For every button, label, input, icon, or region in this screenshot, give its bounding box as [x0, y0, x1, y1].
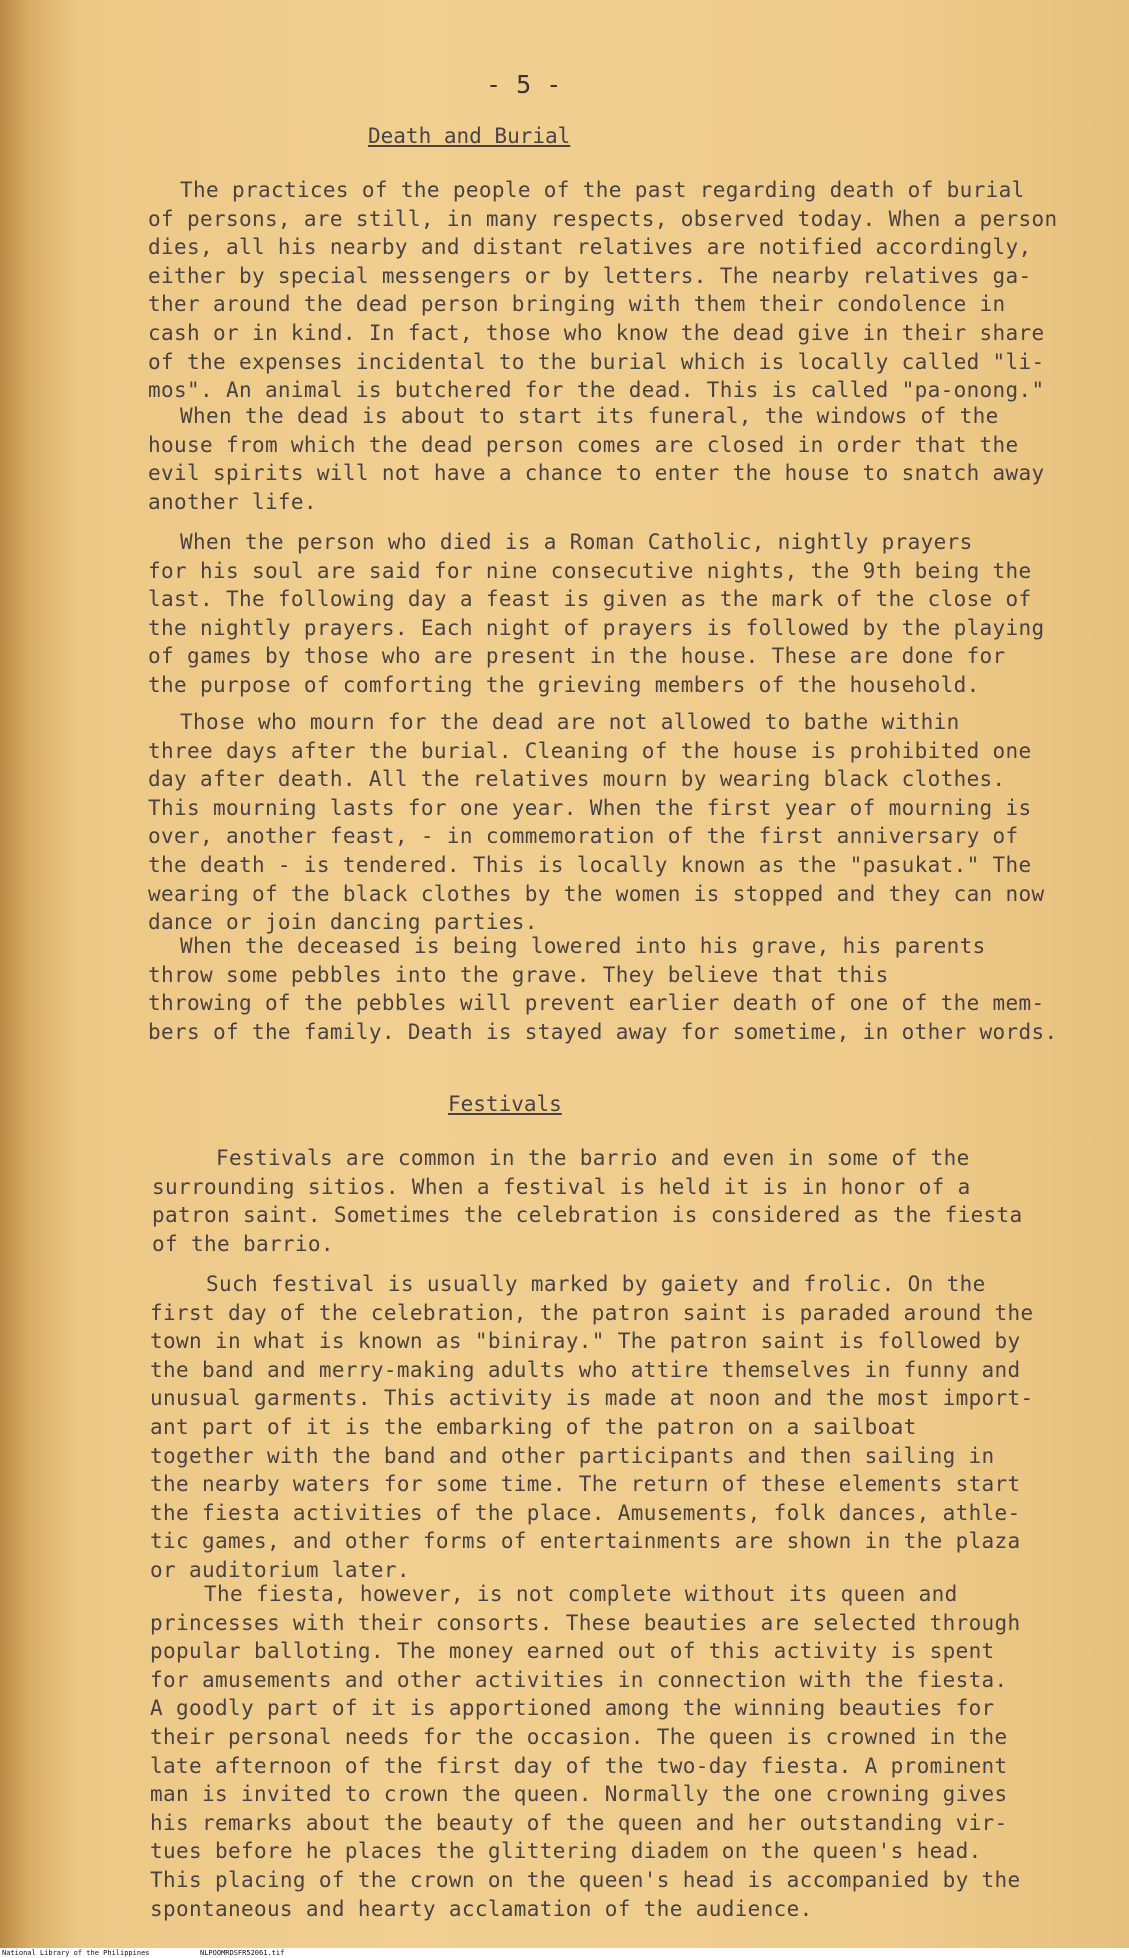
- text-line: bers of the family. Death is stayed away for sometime, in other words.: [148, 1019, 1058, 1044]
- text-line: the nightly prayers. Each night of prayers is followed by the playing: [148, 615, 1045, 640]
- text-line: for his soul are said for nine consecutive nights, the 9th being the: [148, 558, 1032, 583]
- paragraph-death-3: [148, 528, 1045, 700]
- text-line: of persons, are still, in many respects, observed today. When a person: [148, 206, 1058, 231]
- text-line: throwing of the pebbles will prevent earlier death of one of the mem-: [148, 991, 1045, 1016]
- text-line: the fiesta activities of the place. Amusements, folk dances, athle-: [150, 1500, 1021, 1525]
- section-heading-death-burial: Death and Burial: [368, 124, 571, 148]
- text-line: dies, all his nearby and distant relatives are notified accordingly,: [148, 235, 1032, 260]
- text-line: tic games, and other forms of entertainments are shown in the plaza: [150, 1529, 1021, 1554]
- text-line: of the barrio.: [152, 1231, 334, 1256]
- text-line: of the expenses incidental to the burial which is locally called "li-: [148, 349, 1045, 374]
- text-line: together with the band and other participants and then sailing in: [150, 1443, 995, 1468]
- footer-library-name: National Library of the Philippines: [2, 1949, 150, 1957]
- text-line: Such festival is usually marked by gaiety and frolic. On the: [206, 1272, 986, 1296]
- paragraph-death-4: [148, 708, 1045, 937]
- paragraph-death-1: [148, 176, 1058, 405]
- text-line: throw some pebbles into the grave. They believe that this: [148, 962, 889, 987]
- scan-footer: [0, 1948, 1129, 1958]
- text-line: town in what is known as "biniray." The patron saint is followed by: [150, 1329, 1021, 1354]
- paragraph-festivals-3: [150, 1580, 1030, 1923]
- text-line: evil spirits will not have a chance to enter the house to snatch away: [148, 461, 1045, 486]
- text-line: This mourning lasts for one year. When the first year of mourning is: [148, 795, 1032, 820]
- text-line: This placing of the crown on the queen's head is accompanied by the: [150, 1867, 1021, 1892]
- text-line: ant part of it is the embarking of the patron on a sailboat: [150, 1414, 917, 1439]
- text-line: man is invited to crown the queen. Normally the one crowning gives: [150, 1782, 1008, 1807]
- page-number: - 5 -: [486, 70, 562, 99]
- text-line: their personal needs for the occasion. The queen is crowned in the: [150, 1724, 1008, 1749]
- text-line: When the person who died is a Roman Catholic, nightly prayers: [180, 530, 973, 554]
- text-line: patron saint. Sometimes the celebration is considered as the fiesta: [152, 1203, 1023, 1228]
- text-line: day after death. All the relatives mourn by wearing black clothes.: [148, 767, 1006, 792]
- text-line: over, another feast, - in commemoration of the first anniversary of: [148, 824, 1019, 849]
- paragraph-festivals-1: [152, 1144, 1032, 1258]
- text-line: princesses with their consorts. These beauties are selected through: [150, 1610, 1021, 1635]
- text-line: Those who mourn for the dead are not allowed to bathe within: [180, 710, 960, 734]
- text-line: wearing of the black clothes by the women is stopped and they can now: [148, 881, 1045, 906]
- text-line: cash or in kind. In fact, those who know the dead give in their share: [148, 320, 1045, 345]
- text-line: late afternoon of the first day of the two-day fiesta. A prominent: [150, 1753, 1008, 1778]
- text-line: the death - is tendered. This is locally known as the "pasukat." The: [148, 852, 1032, 877]
- text-line: house from which the dead person comes are closed in order that the: [148, 432, 1019, 457]
- text-line: surrounding sitios. When a festival is held it is in honor of a: [152, 1174, 971, 1199]
- text-line: ther around the dead person bringing with them their condolence in: [148, 292, 1006, 317]
- text-line: his remarks about the beauty of the queen and her outstanding vir-: [150, 1810, 1008, 1835]
- text-line: either by special messengers or by letters. The nearby relatives ga-: [148, 263, 1032, 288]
- text-line: The practices of the people of the past regarding death of burial: [180, 178, 1025, 202]
- text-line: When the dead is about to start its funeral, the windows of the: [180, 404, 999, 428]
- text-line: popular balloting. The money earned out of this activity is spent: [150, 1639, 995, 1664]
- section-heading-festivals: Festivals: [448, 1092, 562, 1116]
- text-line: A goodly part of it is apportioned among the winning beauties for: [150, 1696, 995, 1721]
- text-line: first day of the celebration, the patron saint is paraded around the: [150, 1300, 1034, 1325]
- text-line: for amusements and other activities in connection with the fiesta.: [150, 1667, 1008, 1692]
- text-line: of games by those who are present in the house. These are done for: [148, 644, 1006, 669]
- text-line: three days after the burial. Cleaning of the house is prohibited one: [148, 738, 1032, 763]
- text-line: last. The following day a feast is given as the mark of the close of: [148, 587, 1032, 612]
- paragraph-death-2: [148, 402, 1045, 516]
- text-line: dance or join dancing parties.: [148, 910, 538, 935]
- text-line: Festivals are common in the barrio and even in some of the: [216, 1146, 970, 1170]
- text-line: unusual garments. This activity is made at noon and the most import-: [150, 1386, 1034, 1411]
- footer-file-name: NLPOOMRDSFR52061.tif: [200, 1949, 285, 1957]
- text-line: or auditorium later.: [150, 1557, 410, 1582]
- text-line: spontaneous and hearty acclamation of the audience.: [150, 1896, 813, 1921]
- text-line: The fiesta, however, is not complete without its queen and: [204, 1582, 958, 1606]
- text-line: the purpose of comforting the grieving members of the household.: [148, 672, 980, 697]
- paragraph-festivals-2: [150, 1270, 1034, 1585]
- text-line: When the deceased is being lowered into his grave, his parents: [180, 934, 986, 958]
- text-line: the nearby waters for some time. The return of these elements start: [150, 1472, 1021, 1497]
- text-line: tues before he places the glittering diadem on the queen's head.: [150, 1839, 982, 1864]
- paragraph-death-5: [148, 932, 1058, 1046]
- text-line: another life.: [148, 489, 317, 514]
- text-line: the band and merry-making adults who attire themselves in funny and: [150, 1357, 1021, 1382]
- text-line: mos". An animal is butchered for the dead. This is called "pa-onong.": [148, 378, 1045, 403]
